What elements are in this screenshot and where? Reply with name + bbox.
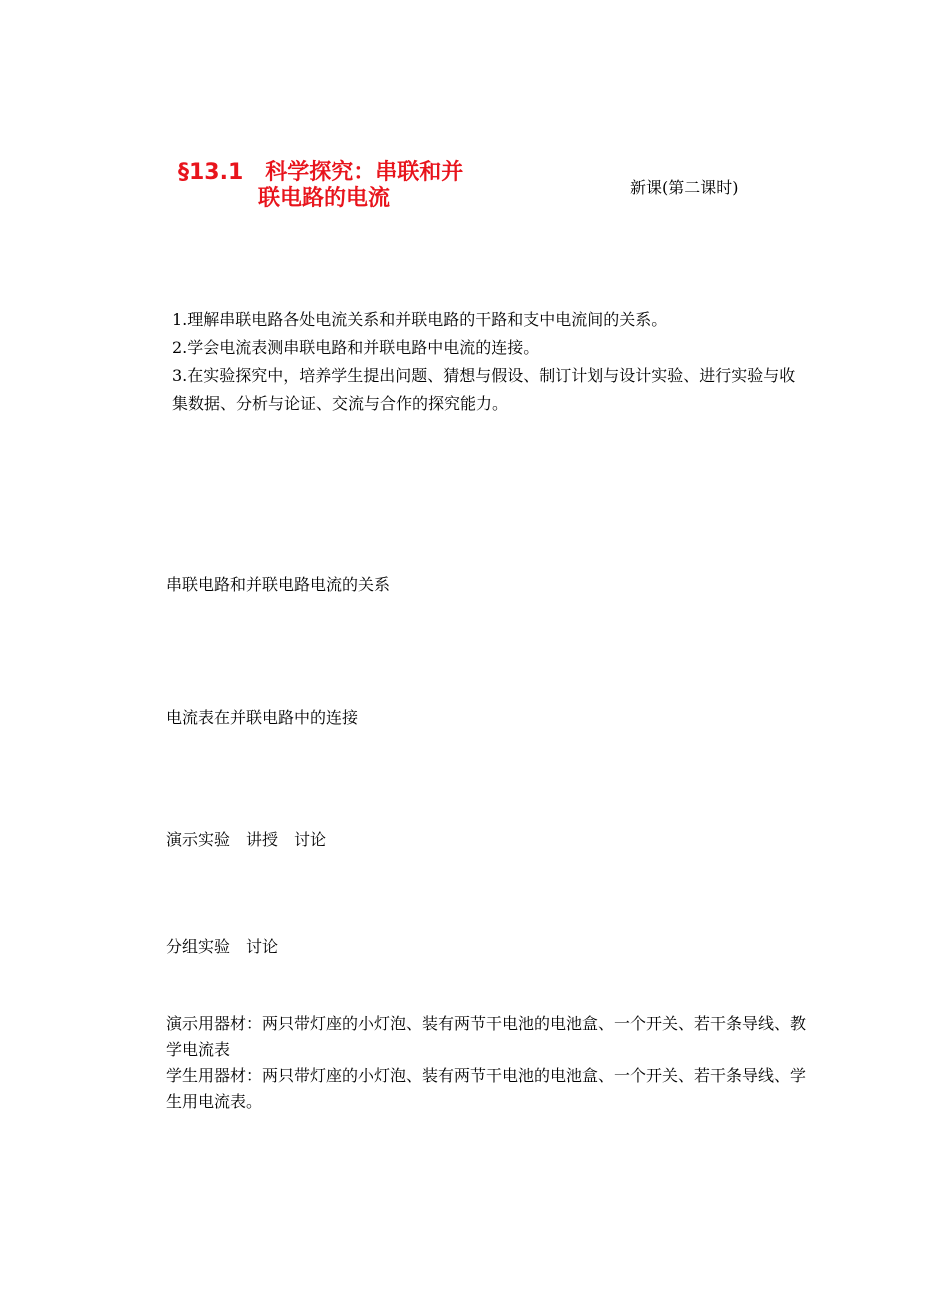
learning-method-text: 分组实验 讨论: [166, 937, 279, 956]
materials-section: [166, 1011, 811, 1115]
difficult-point-text: 电流表在并联电路中的连接: [166, 708, 359, 727]
lesson-type-label: 新课(第二课时): [630, 178, 739, 197]
key-point-text: 串联电路和并联电路电流的关系: [166, 575, 391, 594]
teaching-method-text: 演示实验 讲授 讨论: [166, 830, 327, 849]
lesson-title: [178, 160, 508, 212]
teaching-objectives: [166, 306, 811, 418]
lesson-title-line-1: §13.1 科学探究：串联和并: [178, 160, 464, 185]
objective-item: 2.学会电流表测串联电路和并联电路中电流的连接。: [172, 338, 540, 357]
student-materials-text: 学生用器材：两只带灯座的小灯泡、装有两节干电池的电池盒、一个开关、若干条导线、学生用电流表。: [166, 1066, 807, 1111]
demo-materials-text: 演示用器材：两只带灯座的小灯泡、装有两节干电池的电池盒、一个开关、若干条导线、教学电流表: [166, 1014, 807, 1059]
lesson-title-line-2: 联电路的电流: [258, 186, 391, 211]
objective-item: 3.在实验探究中，培养学生提出问题、猜想与假设、制订计划与设计实验、进行实验与收集数据、分析与论证、交流与合作的探究能力。: [172, 366, 796, 413]
objective-item: 1.理解串联电路各处电流关系和并联电路的干路和支中电流间的关系。: [172, 310, 668, 329]
